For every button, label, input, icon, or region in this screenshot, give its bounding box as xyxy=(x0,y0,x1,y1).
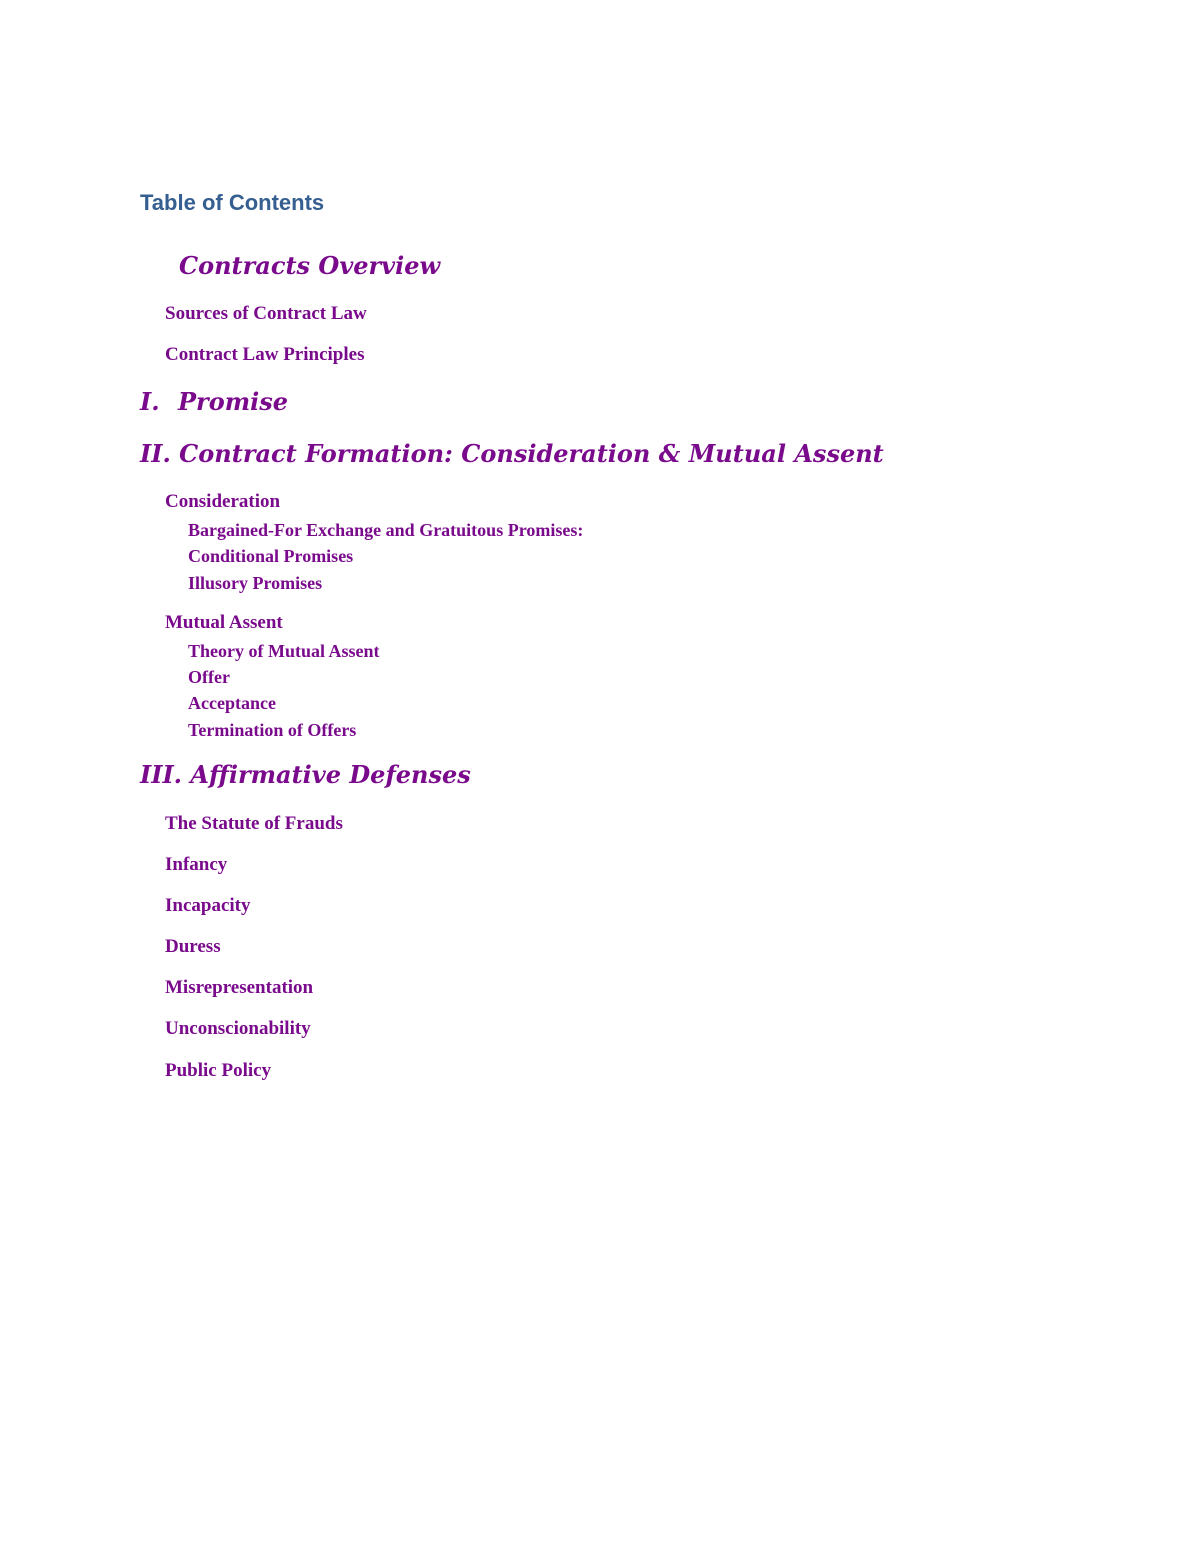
part-title: Promise xyxy=(178,387,288,416)
part-numeral: III. xyxy=(140,760,183,789)
toc-entry-misrepresentation[interactable]: Misrepresentation xyxy=(165,977,314,998)
toc-entry-sources-of-contract-law[interactable]: Sources of Contract Law xyxy=(165,303,367,324)
toc-entry-bargained-for-exchange[interactable]: Bargained-For Exchange and Gratuitous Promises: xyxy=(188,520,584,540)
toc-entry-illusory-promises[interactable]: Illusory Promises xyxy=(188,573,323,593)
toc-entry-contract-formation[interactable] xyxy=(140,439,884,468)
part-numeral: I. xyxy=(140,387,160,416)
toc-entry-infancy[interactable]: Infancy xyxy=(165,854,228,875)
toc-entry-statute-of-frauds[interactable]: The Statute of Frauds xyxy=(165,813,343,834)
part-title: Affirmative Defenses xyxy=(190,760,471,789)
toc-entry-public-policy[interactable]: Public Policy xyxy=(165,1060,272,1081)
toc-title: Table of Contents xyxy=(140,190,325,215)
toc-entry-acceptance[interactable]: Acceptance xyxy=(188,693,276,713)
toc-entry-theory-of-mutual-assent[interactable]: Theory of Mutual Assent xyxy=(188,641,380,661)
toc-entry-termination-of-offers[interactable]: Termination of Offers xyxy=(188,720,357,740)
part-title: Contract Formation: Consideration & Mutual Assent xyxy=(179,439,884,468)
toc-entry-contract-law-principles[interactable]: Contract Law Principles xyxy=(165,344,365,365)
toc-entry-incapacity[interactable]: Incapacity xyxy=(165,895,251,916)
part-numeral: II. xyxy=(140,439,171,468)
toc-entry-mutual-assent[interactable]: Mutual Assent xyxy=(165,612,283,633)
toc-entry-offer[interactable]: Offer xyxy=(188,667,230,687)
toc-entry-contracts-overview[interactable]: Contracts Overview xyxy=(179,251,441,280)
toc-entry-duress[interactable]: Duress xyxy=(165,936,221,957)
toc-entry-consideration[interactable]: Consideration xyxy=(165,491,281,512)
toc-entry-promise[interactable] xyxy=(140,387,288,416)
toc-entry-affirmative-defenses[interactable] xyxy=(140,760,471,789)
toc-entry-conditional-promises[interactable]: Conditional Promises xyxy=(188,546,354,566)
toc-entry-unconscionability[interactable]: Unconscionability xyxy=(165,1018,311,1039)
